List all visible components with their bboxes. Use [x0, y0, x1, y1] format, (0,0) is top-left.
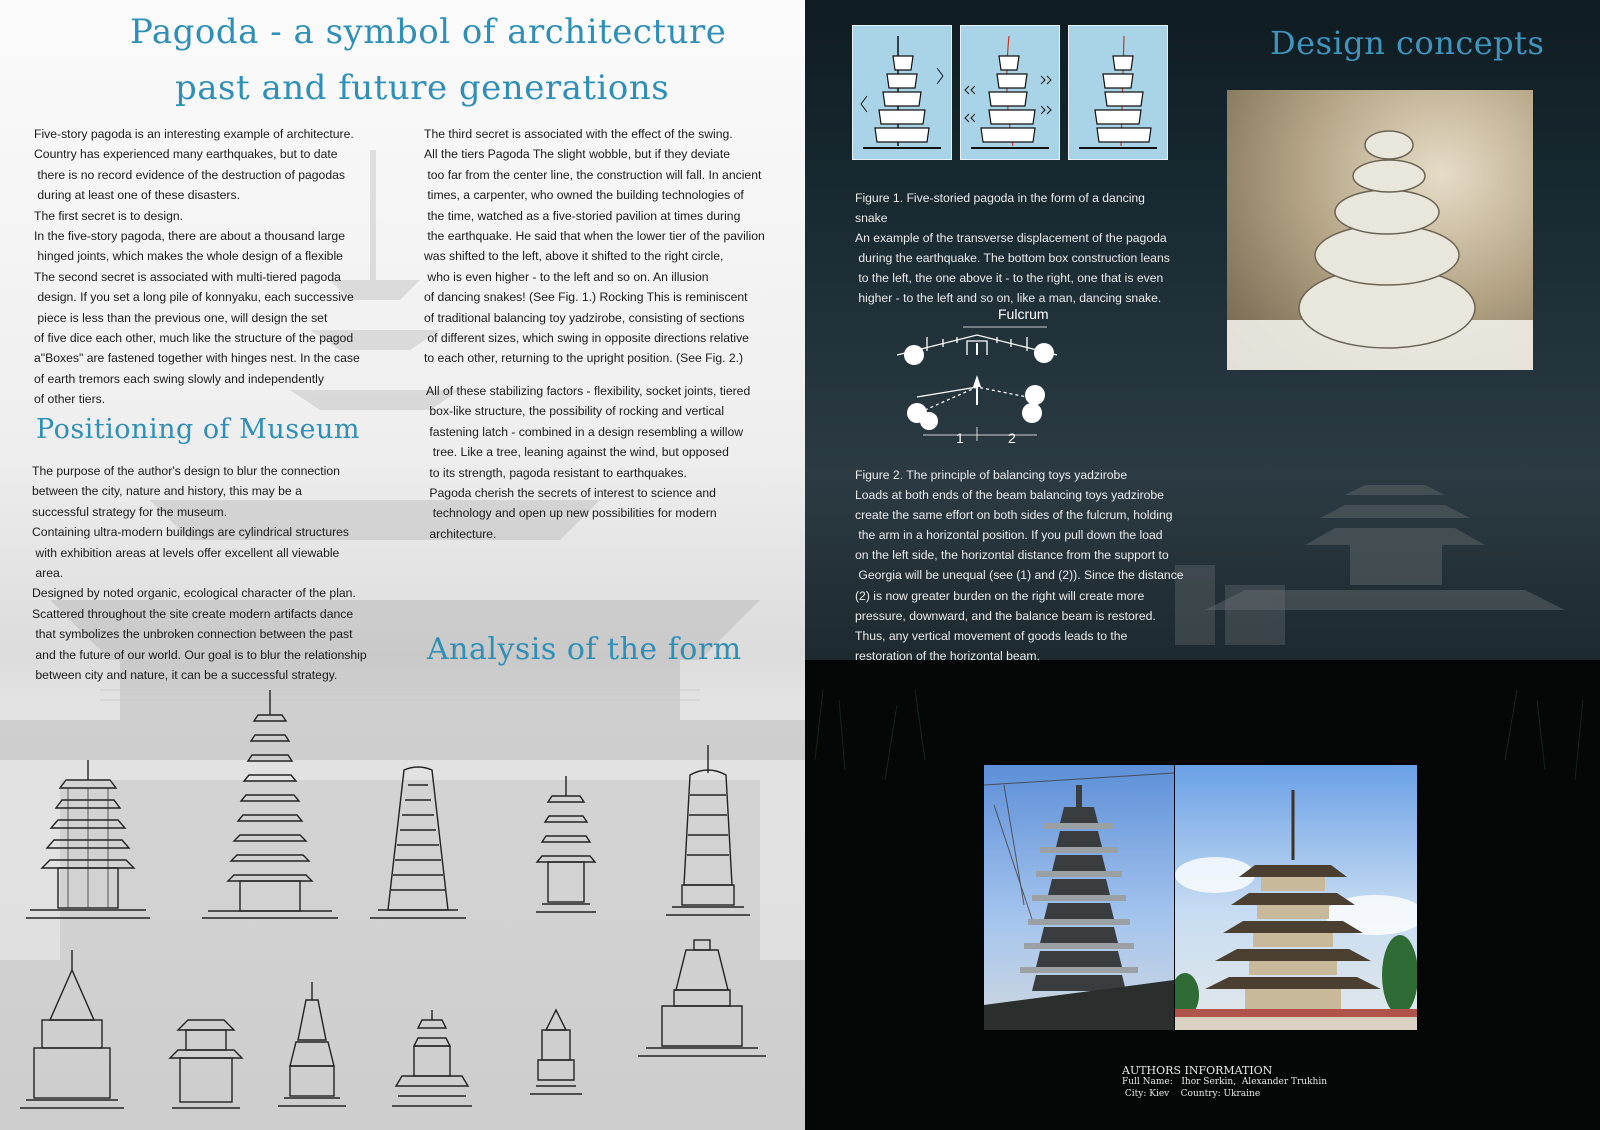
authors-names: Full Name: Ihor Serkin, Alexander Trukhin: [1122, 1077, 1328, 1087]
text-line: technology and open up new possibilities for modern: [426, 506, 717, 521]
text-line: between the city, nature and history, this may be a: [32, 484, 302, 499]
text-line: snake: [855, 211, 888, 226]
text-line: to its strength, pagoda resistant to earthquakes.: [426, 465, 687, 480]
text-line: area.: [32, 566, 64, 581]
text-line: Containing ultra-modern buildings are cylindrical structures: [32, 525, 350, 540]
stabilizing-column: [426, 381, 750, 544]
intro-column: [34, 124, 360, 410]
positioning-heading: Positioning of Museum: [36, 414, 361, 445]
figure1-panel-1: [852, 25, 952, 160]
text-line: An example of the transverse displacement of the pagoda: [855, 231, 1167, 246]
authors-location: City: Kiev Country: Ukraine: [1122, 1089, 1261, 1099]
pagoda-drawing-6: [20, 950, 124, 1108]
text-line: Pagoda cherish the secrets of interest to science and: [426, 486, 716, 501]
text-line: to each other, returning to the upright position. (See Fig. 2.): [424, 351, 744, 366]
figure1-panel-2: [960, 25, 1060, 160]
pagoda-drawing-10: [530, 1010, 582, 1094]
text-line: times, a carpenter, who owned the building technologies of: [424, 188, 744, 203]
text-line: the time, watched as a five-storied pavilion at times during: [424, 208, 741, 223]
text-line: of other tiers.: [34, 392, 106, 407]
fulcrum-label: Fulcrum: [998, 306, 1049, 322]
pagoda-drawing-8: [278, 982, 346, 1106]
text-line: All the tiers Pagoda The slight wobble, but if they deviate: [424, 147, 731, 162]
text-line: too far from the center line, the construction will fall. In ancient: [424, 167, 762, 182]
text-line: Five-story pagoda is an interesting example of architecture.: [34, 127, 354, 141]
text-line: Georgia will be unequal (see (1) and (2)). Since the distance: [855, 568, 1184, 583]
text-line: the earthquake. He said that when the lower tier of the pavilion: [424, 229, 765, 244]
text-line: In the five-story pagoda, there are about a thousand large: [34, 229, 345, 244]
text-line: of traditional balancing toy yadzirobe, consisting of sections: [424, 310, 745, 325]
text-line: between city and nature, it can be a successful strategy.: [32, 668, 338, 683]
text-line: tree. Like a tree, leaning against the wind, but opposed: [426, 445, 729, 460]
text-line: was shifted to the left, above it shifted to the right circle,: [424, 249, 724, 264]
text-line: piece is less than the previous one, will design the set: [34, 310, 328, 325]
pagoda-photo-left: [984, 765, 1174, 1030]
pagoda-drawing-7: [170, 1020, 242, 1108]
dimension-label-2: 2: [1008, 430, 1016, 446]
text-line: Designed by noted organic, ecological character of the plan.: [32, 586, 356, 601]
pagoda-drawing-1: [26, 760, 150, 918]
design-concepts-heading: Design concepts: [1270, 24, 1545, 62]
five-story-pagoda-icon: [1175, 765, 1417, 1030]
text-line: and the future of our world. Our goal is to blur the relationship: [32, 647, 367, 662]
text-line: Thus, any vertical movement of goods leads to the: [855, 628, 1128, 643]
analysis-heading: Analysis of the form: [427, 632, 742, 667]
pagoda-drawings: [0, 690, 805, 1130]
balance-diagram: [897, 315, 1077, 455]
text-line: Figure 1. Five-storied pagoda in the form of a dancing: [855, 191, 1145, 205]
text-line: a"Boxes" are fastened together with hinges nest. In the case: [34, 351, 360, 366]
figure1-panel-3: [1068, 25, 1168, 160]
text-line: Loads at both ends of the beam balancing toys yadzirobe: [855, 488, 1164, 503]
text-line: of earth tremors each swing slowly and independently: [34, 371, 324, 386]
text-line: pressure, downward, and the balance beam is restored.: [855, 608, 1156, 623]
text-line: hinged joints, which makes the whole design of a flexible: [34, 249, 343, 264]
text-line: box-like structure, the possibility of rocking and vertical: [426, 404, 725, 419]
pagoda-drawing-3: [370, 767, 466, 918]
text-line: successful strategy for the museum.: [32, 504, 228, 519]
text-line: The purpose of the author's design to blur the connection: [32, 464, 340, 478]
text-line: of dancing snakes! (See Fig. 1.) Rocking This is reminiscent: [424, 290, 748, 305]
page-title-line1: Pagoda - a symbol of architecture: [130, 12, 727, 52]
page-title-line2: past and future generations: [175, 68, 670, 108]
secrets-column: [424, 124, 765, 369]
text-line: (2) is now greater burden on the right will create more: [855, 588, 1145, 603]
pagoda-section-icon: [853, 26, 951, 159]
text-line: Scattered throughout the site create modern artifacts dance: [32, 606, 354, 621]
authors-title: AUTHORS INFORMATION: [1122, 1064, 1273, 1077]
pagoda-drawing-2: [202, 690, 338, 918]
text-line: of different sizes, which swing in opposite directions relative: [424, 331, 749, 346]
pagoda-photo-right: [1175, 765, 1417, 1030]
text-line: fastening latch - combined in a design resembling a willow: [426, 424, 744, 439]
text-line: architecture.: [426, 526, 497, 541]
text-line: there is no record evidence of the destruction of pagodas: [34, 167, 345, 182]
stacked-stones-photo: [1227, 90, 1533, 370]
pagoda-drawing-9: [392, 1010, 472, 1106]
text-line: with exhibition areas at levels offer excellent all viewable: [32, 545, 340, 560]
text-line: to the left, the one above it - to the right, one that is even: [855, 271, 1164, 286]
figure1-caption: [855, 188, 1170, 309]
pagoda-drawing-11: [638, 940, 766, 1056]
text-line: The first secret is to design.: [34, 208, 184, 223]
text-line: The second secret is associated with multi-tiered pagoda: [34, 269, 341, 284]
text-line: that symbolizes the unbroken connection between the past: [32, 627, 353, 642]
text-line: The third secret is associated with the effect of the swing.: [424, 127, 733, 141]
figure2-caption: [855, 465, 1184, 666]
text-line: create the same effort on both sides of the fulcrum, holding: [855, 508, 1173, 523]
pagoda-drawing-5: [666, 745, 750, 915]
stacked-stones-icon: [1227, 90, 1533, 370]
text-line: restoration of the horizontal beam.: [855, 648, 1040, 663]
right-panel: [805, 0, 1600, 1130]
pagoda-section-icon: [1069, 26, 1167, 159]
text-line: the arm in a horizontal position. If you pull down the load: [855, 528, 1163, 543]
text-line: Figure 2. The principle of balancing toys yadzirobe: [855, 468, 1128, 482]
text-line: design. If you set a long pile of konnyaku, each successive: [34, 290, 354, 305]
text-line: Country has experienced many earthquakes, but to date: [34, 147, 338, 162]
text-line: during the earthquake. The bottom box construction leans: [855, 251, 1170, 266]
dimension-label-1: 1: [956, 430, 964, 446]
text-line: higher - to the left and so on, like a man, dancing snake.: [855, 291, 1162, 306]
text-line: on the left side, the horizontal distance from the support to: [855, 548, 1169, 563]
text-line: during at least one of these disasters.: [34, 188, 240, 203]
text-line: All of these stabilizing factors - flexibility, socket joints, tiered: [426, 384, 751, 398]
pagoda-section-icon: [961, 26, 1059, 159]
tall-pagoda-icon: [984, 765, 1174, 1030]
pagoda-drawing-4: [536, 776, 596, 912]
text-line: who is even higher - to the left and so on. An illusion: [424, 269, 709, 284]
text-line: of five dice each other, much like the structure of the pagod: [34, 331, 354, 346]
positioning-column: [32, 461, 367, 685]
